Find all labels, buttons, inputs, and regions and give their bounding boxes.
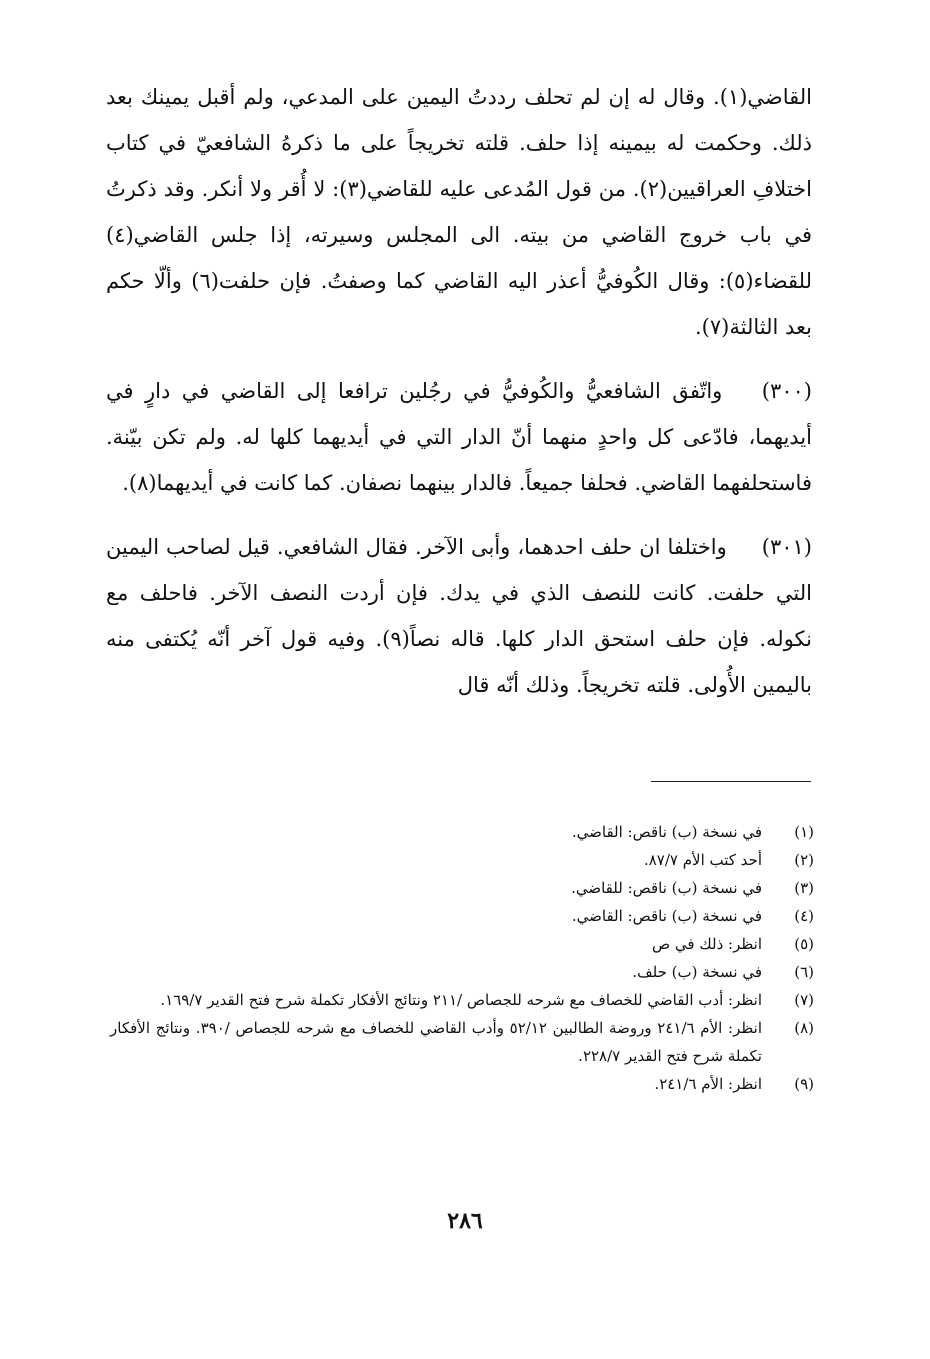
footnote-item — [110, 986, 814, 1014]
footnote-number: (٣) — [794, 879, 814, 897]
footnote-text: في نسخة (ب) ناقص: القاضي. — [571, 823, 762, 841]
footnote-item — [110, 818, 814, 846]
footnote-text: انظر: الأم ٢٤١/٦. — [654, 1075, 762, 1093]
footnote-text: انظر: ذلك في ص — [652, 935, 762, 953]
footnote-item — [110, 874, 814, 902]
footnote-text: انظر: الأم ٢٤١/٦ وروضة الطالبين ٥٢/١٢ وأدب القاضي للخصاف مع شرحه للجصاص /٣٩٠. ونتائج الأفكار تكملة شرح فتح القدير ٢٢٨/٧. — [110, 1019, 763, 1065]
main-text — [106, 74, 812, 708]
footnote-number: (٢) — [794, 851, 814, 869]
footnote-text: أحد كتب الأم ٨٧/٧. — [643, 851, 762, 869]
footnote-item — [110, 846, 814, 874]
footnote-text: في نسخة (ب) ناقص: القاضي. — [571, 907, 762, 925]
paragraph-continuation — [106, 74, 812, 350]
footnote-separator — [651, 781, 811, 782]
footnote-item — [110, 1070, 814, 1098]
paragraph-301 — [106, 524, 812, 708]
footnote-item — [110, 902, 814, 930]
footnote-number: (٤) — [794, 907, 814, 925]
footnote-text: في نسخة (ب) ناقص: للقاضي. — [571, 879, 762, 897]
paragraph-number: (٣٠١) — [761, 535, 812, 559]
paragraph-text: واختلفا ان حلف احدهما، وأبى الآخر. فقال الشافعي. قيل لصاحب اليمين التي حلفت. كانت للنصف الذي في يدك. فإن أردت النصف الآخر. فاحلف مع نكوله. فإن حلف استحق الدار كلها. قاله نصاً(٩). وفيه قول آخر أنّه يُكتفى منه باليمين الأُولى. قلته تخريجاً. وذلك أنّه قال — [106, 535, 812, 697]
footnote-number: (٦) — [794, 963, 814, 981]
footnote-item — [110, 958, 814, 986]
footnote-number: (٩) — [794, 1075, 814, 1093]
paragraph-text: القاضي(١). وقال له إن لم تحلف رددتُ اليمين على المدعي، ولم أقبل يمينك بعد ذلك. وحكمت له بيمينه إذا حلف. قلته تخريجاً على ما ذكرهُ الشافعيّ في كتاب اختلافِ العراقيين(٢). من قول المُدعى عليه للقاضي(٣): لا أُقر ولا أنكر. وقد ذكرتُ في باب خروج القاضي من بيته. الى المجلس وسيرته، إذا جلس القاضي(٤) للقضاء(٥): وقال الكُوفيُّ أعذر اليه القاضي كما وصفتُ. فإن حلفت(٦) وألّا حكم بعد الثالثة(٧). — [106, 85, 812, 339]
footnote-text: في نسخة (ب) حلف. — [632, 963, 762, 981]
footnotes-list — [110, 818, 814, 1098]
paragraph-text: واتّفق الشافعيُّ والكُوفيُّ في رجُلين ترافعا إلى القاضي في دارٍ في أيديهما، فادّعى كل واحدٍ منهما أنّ الدار التي في أيديهما كلها له. ولم تكن بيّنة. فاستحلفهما القاضي. فحلفا جميعاً. فالدار بينهما نصفان. كما كانت في أيديهما(٨). — [106, 379, 812, 495]
footnote-item — [110, 930, 814, 958]
footnote-item — [110, 1014, 814, 1070]
footnote-number: (٧) — [794, 991, 814, 1009]
footnote-number: (١) — [794, 823, 814, 841]
footnote-number: (٥) — [794, 935, 814, 953]
footnote-text: انظر: أدب القاضي للخصاف مع شرحه للجصاص /٢١١ ونتائج الأفكار تكملة شرح فتح القدير ١٦٩/٧. — [160, 991, 762, 1009]
page-number: ٢٨٦ — [447, 1208, 483, 1234]
paragraph-number: (٣٠٠) — [761, 379, 812, 403]
paragraph-300 — [106, 368, 812, 506]
footnote-number: (٨) — [794, 1019, 814, 1037]
